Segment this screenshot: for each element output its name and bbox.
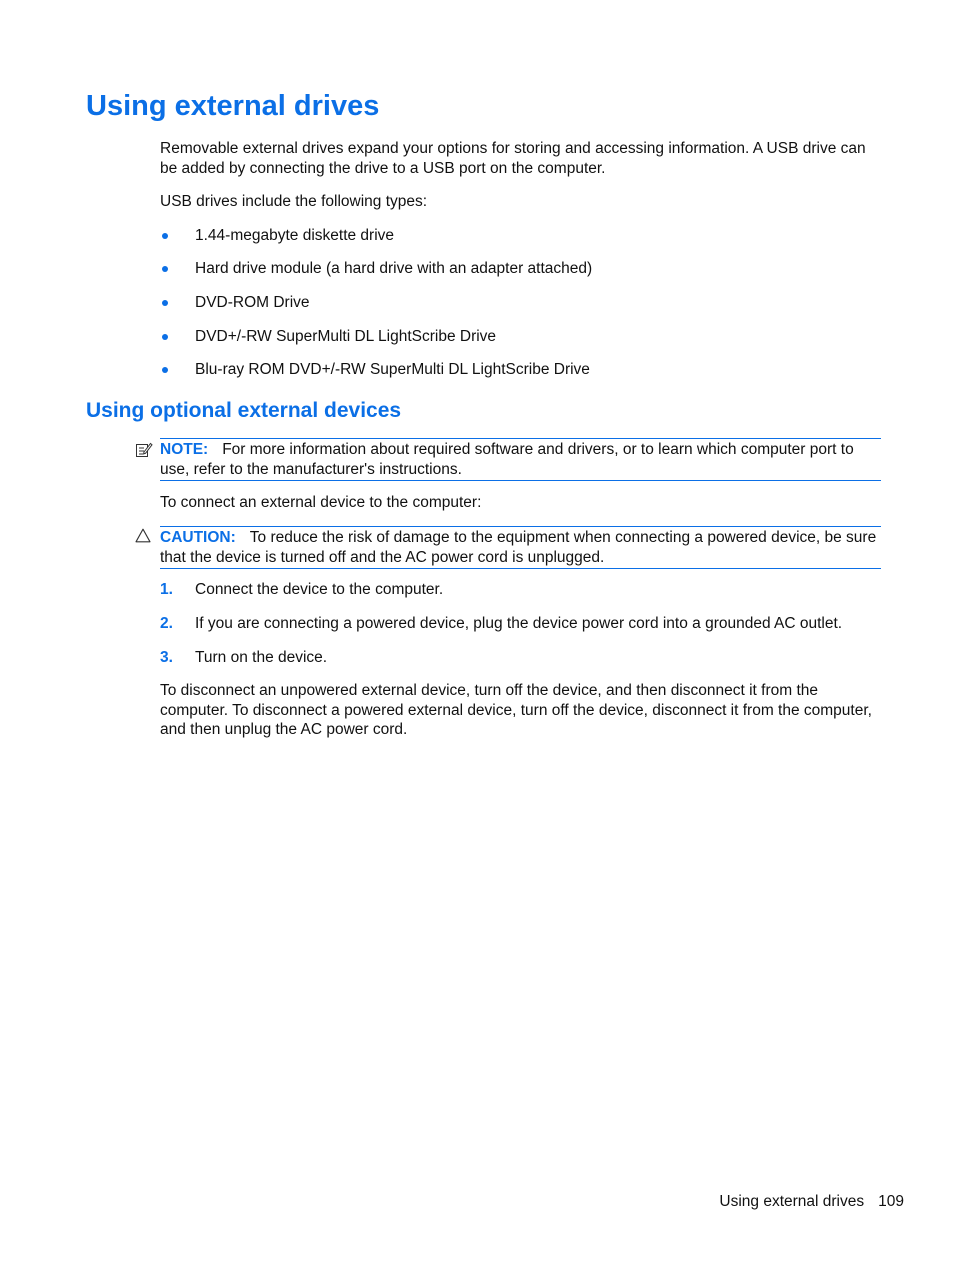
page-title: Using external drives — [86, 90, 380, 122]
note-icon — [135, 441, 153, 459]
bullet-icon — [162, 367, 168, 373]
note-label: NOTE: — [160, 441, 209, 458]
step-number: 1. — [160, 581, 173, 598]
bullet-icon — [162, 300, 168, 306]
note-text: For more information about required software and drivers, or to learn which computer port to use, refer to the manufacturer's instructions. — [160, 441, 854, 478]
caution-triangle-icon — [135, 528, 151, 543]
step-text: Connect the device to the computer. — [195, 581, 444, 598]
note-callout — [160, 438, 881, 481]
step-number: 2. — [160, 615, 173, 632]
caution-callout — [160, 526, 881, 569]
bullet-icon — [162, 334, 168, 340]
connect-intro: To connect an external device to the computer: — [160, 494, 482, 511]
bullet-icon — [162, 266, 168, 272]
step-text: Turn on the device. — [195, 649, 328, 666]
footer-section: Using external drives — [719, 1193, 865, 1210]
caution-text: To reduce the risk of damage to the equipment when connecting a powered device, be sure that the device is turned off and the AC power cord is unplugged. — [160, 529, 877, 566]
page-footer — [719, 1193, 904, 1211]
step-text: If you are connecting a powered device, plug the device power cord into a grounded AC outlet. — [195, 615, 843, 632]
types-intro: USB drives include the following types: — [160, 193, 428, 210]
disconnect-paragraph: To disconnect an unpowered external device, turn off the device, and then disconnect it from the computer. To disconnect a powered external device, turn off the device, disconnect it from the computer, and then unplug the AC power cord. — [160, 682, 872, 738]
step-number: 3. — [160, 649, 173, 666]
intro-paragraph: Removable external drives expand your options for storing and accessing information. A USB drive can be added by connecting the drive to a USB port on the computer. — [160, 140, 866, 177]
section-heading: Using optional external devices — [86, 399, 402, 422]
caution-label: CAUTION: — [160, 529, 236, 546]
document-page: Using external drives Removable external drives expand your options for storing and accessing information. A USB drive can be added by connecting the drive to a USB port on the computer. USB drives include the following types: 1.44-megabyte diskette drive Hard drive module (a hard drive with an adapter attached) DVD-ROM Drive DVD+/-RW SuperMulti DL LightScribe Drive Blu-ray ROM DVD+/-RW SuperMulti DL LightScribe Drive Using optional external devices NOTE: For more information about required software and drivers, or to learn which computer port to use, refer to the manufacturer's instructions. To connect an external device to the computer: CAUTION: To reduce the risk of damage to the equipment when connecting a powered device, be sure that the device is turned off and the AC power cord is unplugged. 1. Connect the device to the computer. 2. If you are connecting a powered device, plug the device power cord into a grounded AC outlet. 3. Turn on the device. To disconnect an unpowered external device, turn off the device, and then disconnect it from the computer. To disconnect a powered external device, turn off the device, disconnect it from the computer, and then unplug the AC power cord. Using external drives 109 — [86, 90, 904, 1210]
page-number: 109 — [878, 1193, 904, 1210]
bullet-icon — [162, 233, 168, 239]
